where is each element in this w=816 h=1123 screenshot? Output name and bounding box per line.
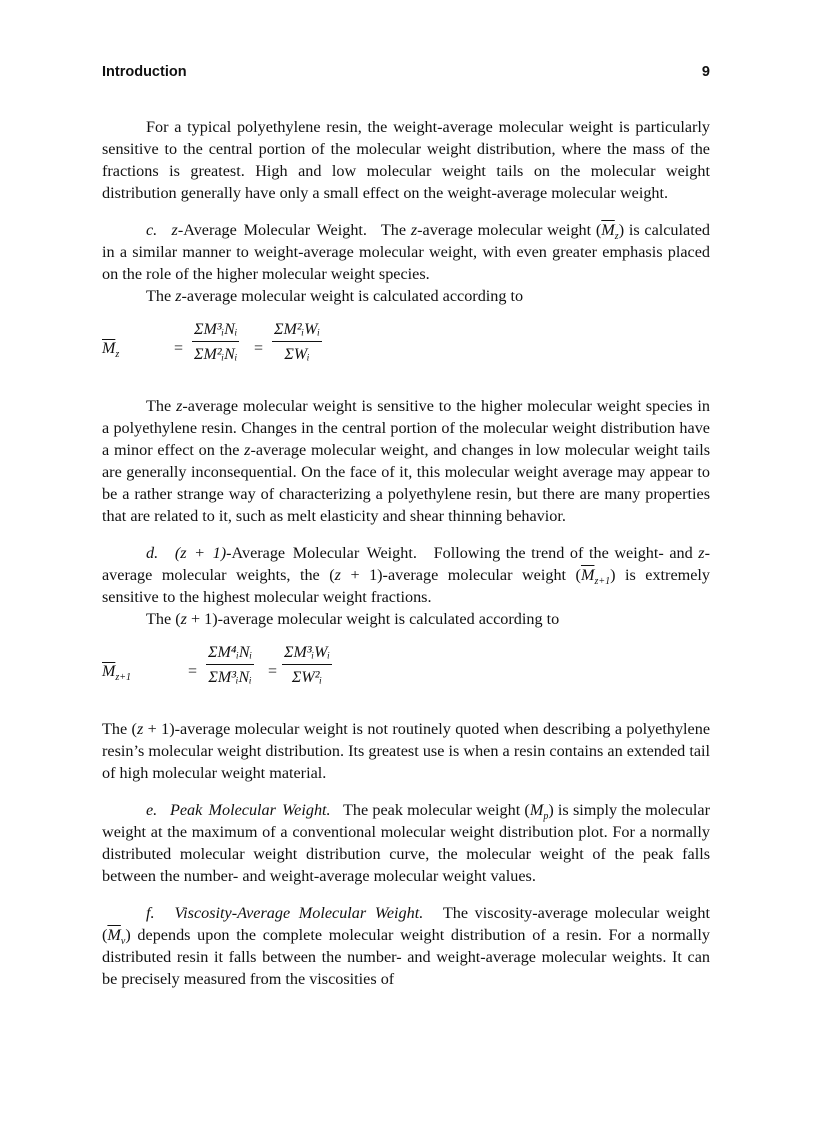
section-d-label: d. (146, 544, 159, 562)
equation-mz1-fraction-1: ΣM⁴ᵢNᵢ ΣM³ᵢNᵢ (208, 644, 253, 686)
mz-symbol: $\overline{M}$ (601, 221, 615, 239)
section-title: Introduction (102, 64, 187, 80)
equation-mz: $\overline{M}_z$ = ΣM³ᵢNᵢ ΣM²ᵢNᵢ = ΣM²ᵢWᵢ ΣWᵢ (102, 319, 710, 379)
section-f-paragraph: f. Viscosity-Average Molecular Weight. The viscosity-average molecular weight $(\overline{M}_v)$ depends upon the complete molecular weight distribution of a resin. For a normally distributed resin it falls between the number- and weight-average molecular weights. It can be precisely measured from the viscosities of (102, 904, 710, 988)
section-c-heading: z-Average Molecular Weight. (171, 221, 367, 239)
section-c-equation-intro: The z-average molecular weight is calculated according to (146, 287, 524, 305)
section-d-discussion: The (z + 1)-average molecular weight is not routinely quoted when describing a polyethylene resin’s molecular weight distribution. Its greatest use is when a resin contains an extended tail of high molecular weight material. (102, 720, 710, 782)
section-c-discussion: The z-average molecular weight is sensitive to the higher molecular weight species in a polyethylene resin. Changes in the central portion of the molecular weight distribution have a minor effect on the z-average molecular weight, and changes in low molecular weight tails are generally inconsequential. On the face of it, this molecular weight average may appear to be a rather strange way of characterizing a polyethylene resin, but there are many properties that are related to it, such as melt elasticity and shear thinning behavior. (102, 397, 710, 525)
running-head (102, 64, 710, 84)
page-number: 9 (701, 64, 710, 80)
equation-mz-fraction-2: ΣM²ᵢWᵢ ΣWᵢ (274, 321, 321, 363)
section-e-label: e. (146, 801, 158, 819)
equation-mz-lhs: $\overline{M}_z$ (102, 340, 120, 361)
section-d-heading: (z + 1)-Average Molecular Weight. (174, 544, 417, 562)
mv-symbol: $\overline{M}$ (107, 926, 121, 944)
section-e-heading: Peak Molecular Weight. (169, 801, 331, 819)
section-f-heading: Viscosity-Average Molecular Weight. (174, 904, 424, 922)
mz1-symbol: $\overline{M}$ (580, 566, 595, 584)
equation-mz1-fraction-2: ΣM³ᵢWᵢ ΣW²ᵢ (284, 644, 331, 686)
section-c-label: c. (146, 221, 158, 239)
equation-mz-fraction-1: ΣM³ᵢNᵢ ΣM²ᵢNᵢ (194, 321, 238, 363)
section-d-paragraph: d. (z + 1)-Average Molecular Weight. Following the trend of the weight- and z-average molecular weights, the (z + 1)-average molecular weight $(\overline{M}_{z+1})$ is extremely sensitive to the highest molecular weight fractions. (102, 544, 710, 606)
section-e-paragraph: e. Peak Molecular Weight. The peak molecular weight $(M_p)$ is simply the molecular weight at the maximum of a conventional molecular weight distribution plot. For a normally distributed molecular weight distribution curve, the molecular weight of the peak falls between the number- and weight-average molecular weight values. (102, 801, 710, 885)
mp-symbol: M (529, 801, 544, 819)
equation-mz1: $\overline{M}_{z+1}$ = ΣM⁴ᵢNᵢ ΣM³ᵢNᵢ = ΣM³ᵢWᵢ ΣW²ᵢ (102, 642, 710, 702)
body-text (102, 116, 710, 990)
equation-mz1-lhs: $\overline{M}_{z+1}$ (102, 663, 131, 684)
section-f-label: f. (146, 904, 155, 922)
section-d-equation-intro: The (z + 1)-average molecular weight is calculated according to (146, 610, 560, 628)
paragraph-weight-average: For a typical polyethylene resin, the weight-average molecular weight is particularly sensitive to the central portion of the molecular weight distribution, where the mass of the fractions is greatest. High and low molecular weight tails on the molecular weight distribution generally have only a small effect on the weight-average molecular weight. (102, 118, 710, 202)
section-c-paragraph: c. z-Average Molecular Weight. The z-average molecular weight $(\overline{M}_z)$ is calculated in a similar manner to weight-average molecular weight, with even greater emphasis placed on the role of the higher molecular weight species. (102, 221, 710, 283)
